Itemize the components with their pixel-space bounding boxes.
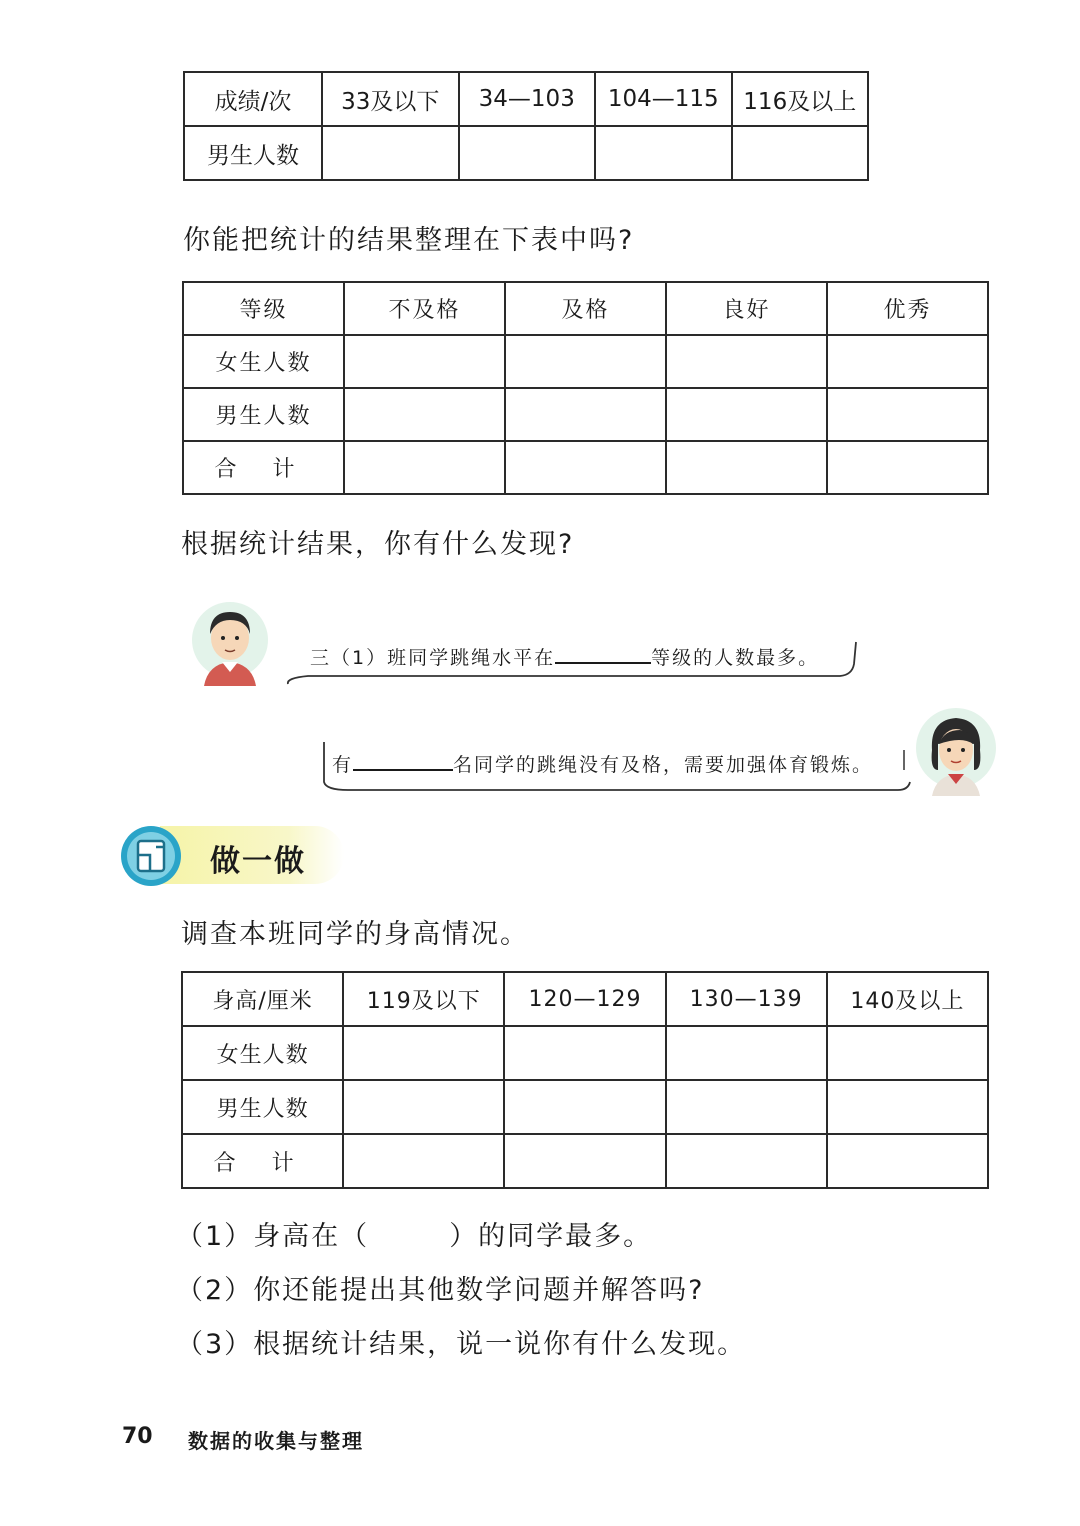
page-number: 70	[122, 1424, 153, 1449]
blank-cell[interactable]	[343, 1080, 504, 1134]
blank-cell[interactable]	[344, 388, 505, 441]
header-cell: 33及以下	[322, 72, 459, 126]
table-row	[182, 1134, 988, 1188]
section-title: 做一做	[210, 844, 306, 879]
blank-cell[interactable]	[504, 1026, 665, 1080]
blank-cell[interactable]	[505, 441, 666, 494]
header-cell: 104—115	[595, 72, 732, 126]
blank-cell[interactable]	[322, 126, 459, 180]
bubble-2-after: 名同学的跳绳没有及格，需要加强体育锻炼。	[453, 754, 874, 776]
blank-cell[interactable]	[732, 126, 869, 180]
row-label: 女生人数	[182, 1026, 343, 1080]
bubble-1-after: 等级的人数最多。	[651, 647, 820, 669]
bubble-1-before: 三（1）班同学跳绳水平在	[310, 647, 556, 669]
header-cell: 等级	[183, 282, 344, 335]
chapter-title: 数据的收集与整理	[188, 1429, 364, 1453]
fill-blank[interactable]	[555, 642, 651, 664]
blank-cell[interactable]	[827, 441, 988, 494]
table-row	[183, 335, 988, 388]
bubble-1-text	[310, 642, 819, 670]
question-1: 你能把统计的结果整理在下表中吗?	[183, 225, 635, 256]
blank-cell[interactable]	[343, 1134, 504, 1188]
header-cell: 116及以上	[732, 72, 869, 126]
header-cell: 140及以上	[827, 972, 988, 1026]
blank-cell[interactable]	[344, 441, 505, 494]
table-row	[183, 388, 988, 441]
blank-cell[interactable]	[666, 335, 827, 388]
table-row	[182, 1080, 988, 1134]
blank-cell[interactable]	[595, 126, 732, 180]
row-label: 女生人数	[183, 335, 344, 388]
header-cell: 及格	[505, 282, 666, 335]
item-1	[176, 1214, 652, 1253]
header-cell: 119及以下	[343, 972, 504, 1026]
table-row	[183, 441, 988, 494]
table-row	[184, 126, 868, 180]
blank-cell[interactable]	[505, 335, 666, 388]
blank-cell[interactable]	[666, 388, 827, 441]
blank-cell[interactable]	[666, 1080, 827, 1134]
blank-cell[interactable]	[666, 441, 827, 494]
header-cell: 34—103	[459, 72, 596, 126]
blank-cell[interactable]	[344, 335, 505, 388]
header-cell: 成绩/次	[184, 72, 322, 126]
task-text: 调查本班同学的身高情况。	[181, 919, 529, 950]
blank-cell[interactable]	[827, 1134, 988, 1188]
height-survey-table	[181, 971, 989, 1189]
item-1-label: （1）	[176, 1221, 254, 1252]
item-1-after: ）的同学最多。	[449, 1221, 653, 1252]
header-cell: 120—129	[504, 972, 665, 1026]
grade-summary-table	[182, 281, 989, 495]
header-cell: 良好	[666, 282, 827, 335]
table-header-row	[184, 72, 868, 126]
fill-blank[interactable]	[353, 749, 453, 771]
blank-cell[interactable]	[504, 1080, 665, 1134]
blank-cell[interactable]	[505, 388, 666, 441]
header-cell: 130—139	[666, 972, 827, 1026]
header-cell: 不及格	[344, 282, 505, 335]
item-3-text: 根据统计结果，说一说你有什么发现。	[253, 1329, 747, 1360]
row-label-total: 合计	[183, 441, 344, 494]
item-2-text: 你还能提出其他数学问题并解答吗?	[253, 1275, 705, 1306]
blank-cell[interactable]	[666, 1026, 827, 1080]
item-2-label: （2）	[176, 1275, 254, 1306]
header-cell: 优秀	[827, 282, 988, 335]
blank-cell[interactable]	[504, 1134, 665, 1188]
blank-cell[interactable]	[827, 1026, 988, 1080]
row-label: 男生人数	[182, 1080, 343, 1134]
bubble-2-text	[332, 749, 873, 777]
table-header-row	[183, 282, 988, 335]
blank-cell[interactable]	[666, 1134, 827, 1188]
item-3-label: （3）	[176, 1329, 254, 1360]
header-cell: 身高/厘米	[182, 972, 343, 1026]
blank-cell[interactable]	[343, 1026, 504, 1080]
blank-cell[interactable]	[827, 335, 988, 388]
row-label: 男生人数	[183, 388, 344, 441]
row-label: 男生人数	[184, 126, 322, 180]
item-3	[176, 1322, 746, 1361]
girl-avatar	[914, 704, 998, 796]
boy-avatar	[190, 598, 272, 686]
blank-cell[interactable]	[827, 388, 988, 441]
item-1-before: 身高在（	[253, 1221, 370, 1252]
bubble-2-before: 有	[332, 754, 354, 776]
question-2: 根据统计结果，你有什么发现?	[181, 529, 575, 560]
row-label-total: 合计	[182, 1134, 343, 1188]
scores-table-boys	[183, 71, 869, 181]
activity-icon	[120, 825, 182, 887]
item-2	[176, 1268, 705, 1307]
table-row	[182, 1026, 988, 1080]
table-header-row	[182, 972, 988, 1026]
blank-cell[interactable]	[827, 1080, 988, 1134]
blank-cell[interactable]	[459, 126, 596, 180]
